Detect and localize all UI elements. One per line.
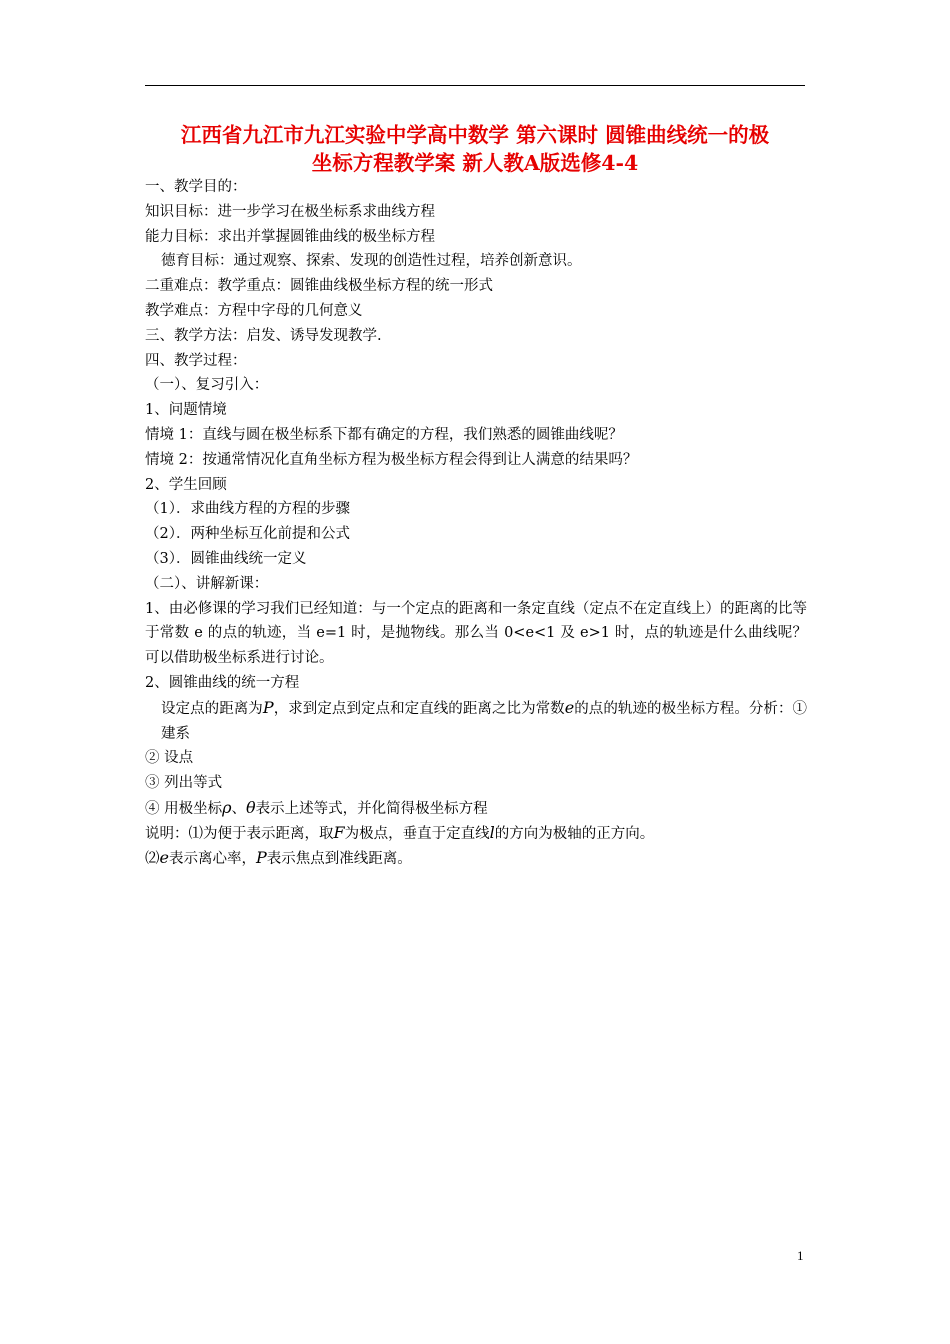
section-objectives: 一、教学目的： [145, 179, 247, 195]
setup-text-c: 的点的轨迹的极坐标方程。分析：①建系 [161, 700, 808, 742]
teaching-method: 三、教学方法：启发、诱导发现教学. [145, 327, 382, 344]
setup-text-a: 设定点的距离为 [161, 700, 263, 717]
unified-equation-heading: 2、圆锥曲线的统一方程 [145, 674, 300, 691]
note1-text-c: 的方向为极轴的正方向。 [494, 825, 655, 842]
note-1 [145, 821, 807, 846]
subsection-review: （一）、复习引入： [145, 377, 269, 394]
symbol-theta: θ [246, 797, 256, 817]
setup-text-b: ，求到定点到定点和定直线的距离之比为常数 [273, 700, 565, 717]
note-2 [145, 846, 807, 871]
ability-objective: 能力目标：求出并掌握圆锥曲线的极坐标方程 [145, 228, 435, 245]
step-equation: ③ 列出等式 [145, 775, 223, 792]
title-line-2: 坐标方程教学案 新人教A版选修4-4 [311, 151, 639, 175]
symbol-f: F [333, 822, 345, 842]
step4-text-a: ④ 用极坐标 [145, 800, 223, 817]
note2-text-c: 表示焦点到准线距离。 [266, 850, 412, 867]
document-title [145, 121, 805, 177]
note1-text-a: 说明：⑴为便于表示距离，取 [145, 825, 334, 842]
context-2: 情境 2：按通常情况化直角坐标方程为极坐标方程会得到让人满意的结果吗？ [145, 451, 638, 468]
symbol-e-2: e [159, 847, 169, 867]
step4-text-b: 、 [231, 800, 247, 817]
step4-text-c: 表示上述等式，并化简得极坐标方程 [255, 800, 488, 817]
context-1: 情境 1：直线与圆在极坐标系下都有确定的方程，我们熟悉的圆锥曲线呢？ [145, 426, 623, 443]
symbol-p: P [262, 697, 274, 717]
knowledge-objective: 知识目标：进一步学习在极坐标系求曲线方程 [145, 203, 435, 220]
step-polar-form [145, 796, 807, 821]
symbol-e: e [564, 697, 575, 717]
document-body [145, 175, 807, 870]
difficult-point: 教学难点：方程中字母的几何意义 [145, 302, 363, 319]
problem-context-heading: 1、问题情境 [145, 402, 227, 419]
symbol-rho: ρ [222, 797, 232, 817]
symbol-p-2: P [255, 847, 267, 867]
review-item-2: （2）．两种坐标互化前提和公式 [145, 526, 350, 543]
page-number: 1 [797, 1248, 804, 1263]
review-item-1: （1）．求曲线方程的方程的步骤 [145, 501, 350, 518]
note2-text-b: 表示离心率， [168, 850, 256, 867]
review-item-3: （3）．圆锥曲线统一定义 [145, 550, 307, 567]
student-review-heading: 2、学生回顾 [145, 476, 227, 493]
paragraph-setup [145, 696, 807, 747]
symbol-l: l [489, 822, 495, 842]
section-process: 四、教学过程： [145, 352, 247, 369]
note1-text-b: 为极点，垂直于定直线 [344, 825, 490, 842]
header-rule [145, 85, 805, 86]
title-line-1: 江西省九江市九江实验中学高中数学 第六课时 圆锥曲线统一的极 [180, 123, 770, 147]
subsection-new-lesson: （二）、讲解新课： [145, 575, 269, 592]
paragraph-definition: 1、由必修课的学习我们已经知道：与一个定点的距离和一条定直线（定点不在定直线上）的距离的比等于常数 e 的点的轨迹，当 e=1 时，是抛物线。那么当 0<e<1 及 e>1 时，点的轨迹是什么曲线呢？可以借助极坐标系进行讨论。 [145, 600, 807, 667]
note2-text-a: ⑵ [145, 850, 160, 867]
key-point: 二重难点：教学重点：圆锥曲线极坐标方程的统一形式 [145, 278, 493, 295]
step-set-point: ② 设点 [145, 750, 194, 767]
moral-objective: 德育目标：通过观察、探索、发现的创造性过程，培养创新意识。 [161, 253, 582, 270]
